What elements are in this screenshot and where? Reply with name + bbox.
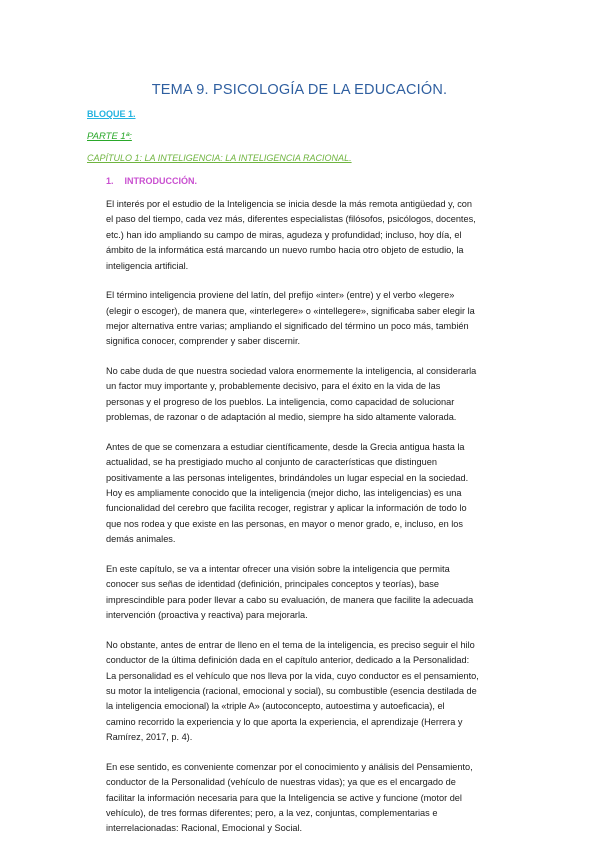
paragraph-line: Ramírez, 2017, p. 4). xyxy=(106,732,193,743)
paragraph-line: que nos rodea y que existe en las personas, en mayor o menor grado, e, incluso, en los xyxy=(106,518,463,529)
paragraph-line: conductor de la última definición dada en el capítulo anterior, dedicado a la Personalidad: xyxy=(106,655,470,666)
paragraph-line: demás animales. xyxy=(106,534,176,545)
paragraph-line: funcionalidad del cerebro que facilita recoger, registrar y aplicar la información de todo lo xyxy=(106,503,467,514)
paragraph-line: camino recorrido la experiencia y lo que aporta la experiencia, el aprendizaje (Herrera y xyxy=(106,716,463,727)
paragraph xyxy=(106,364,492,426)
paragraph xyxy=(106,288,492,350)
paragraph-line: Antes de que se comenzara a estudiar científicamente, desde la Grecia antigua hasta la xyxy=(106,441,465,452)
paragraph-line: facilitar la información necesaria para que la Inteligencia se active y funcione (motor del xyxy=(106,792,462,803)
paragraph-line: En ese sentido, es conveniente comenzar por el conocimiento y análisis del Pensamiento, xyxy=(106,761,473,772)
paragraph xyxy=(106,562,492,624)
paragraph xyxy=(106,760,492,837)
paragraph-line: La personalidad es el vehículo que nos lleva por la vida, cuyo conductor es el pensamiento, xyxy=(106,670,479,681)
paragraph-line: etc.) han ido ampliando su campo de miras, agudeza y profundidad; incluso, hoy día, el xyxy=(106,229,462,240)
page-title: TEMA 9. PSICOLOGÍA DE LA EDUCACIÓN. xyxy=(151,82,448,98)
paragraph-line: su motor la inteligencia (racional, emocional y social), su combustible (esencia destilada de xyxy=(106,685,477,696)
paragraph-line: mejor alternativa entre varias; ampliando el significado del término un poco más, también xyxy=(106,321,469,332)
paragraph-line: interrelacionadas: Racional, Emocional y Social. xyxy=(106,823,303,834)
paragraph-line: inteligencia artificial. xyxy=(106,260,189,271)
bloque-heading: BLOQUE 1. xyxy=(87,109,136,119)
paragraph-line: problemas, de razonar o de adaptación al medio, siempre ha sido altamente valorada. xyxy=(106,412,457,423)
paragraph-line: En este capítulo, se va a intentar ofrecer una visión sobre la inteligencia que permita xyxy=(106,563,450,574)
paragraph-line: imprescindible para poder llevar a cabo su evaluación, de manera que facilite la adecuada xyxy=(106,594,474,605)
section-title: INTRODUCCIÓN. xyxy=(124,176,198,186)
paragraph-line: El interés por el estudio de la Inteligencia se inicia desde la más remota antigüedad y, con xyxy=(106,199,473,209)
paragraph xyxy=(106,197,492,274)
paragraph-line: El término inteligencia proviene del latín, del prefijo «inter» (entre) y el verbo «legere» xyxy=(106,290,455,301)
paragraph xyxy=(106,638,492,746)
paragraph-line: Hoy es ampliamente conocido que la inteligencia (mejor dicho, las inteligencias) es una xyxy=(106,488,462,499)
paragraph-line: intervención (proactiva y reactiva) para mejorarla. xyxy=(106,610,308,621)
paragraph-line: conductor de la Personalidad (vehículo de nuestras vidas); ya que es el encargado de xyxy=(106,777,456,788)
paragraph-line: (elegir o escoger), de manera que, «interlegere» o «intellegere», significaba saber elegir la xyxy=(106,305,475,316)
section-number: 1. xyxy=(106,176,114,186)
paragraph-line: vehículo), de tres formas diferentes; pero, a la vez, conjuntas, complementarias e xyxy=(106,807,438,818)
paragraph-line: ámbito de la informática está marcando un nuevo rumbo hacia otro objeto de estudio, la xyxy=(106,245,464,256)
body-text xyxy=(106,197,492,851)
parte-heading: PARTE 1ª: xyxy=(87,131,132,142)
paragraph-line: No cabe duda de que nuestra sociedad valora enormemente la inteligencia, al considerarla xyxy=(106,366,477,377)
paragraph-line: significa conocer, comprender y saber discernir. xyxy=(106,336,301,347)
paragraph-line: No obstante, antes de entrar de lleno en el tema de la inteligencia, es preciso seguir el hilo xyxy=(106,639,475,650)
paragraph-line: un factor muy importante y, probablemente decisivo, para el éxito en la vida de las xyxy=(106,381,441,392)
chapter-heading: CAPÍTULO 1: LA INTELIGENCIA: LA INTELIGENCIA RACIONAL. xyxy=(87,153,352,163)
paragraph xyxy=(106,440,492,548)
paragraph-line: el paso del tiempo, cada vez más, diferentes especialistas (filósofos, psicólogos, docentes, xyxy=(106,214,476,225)
paragraph-line: la inteligencia emocional) la «triple A» (autoconcepto, autoestima y autoeficacia), el xyxy=(106,701,445,712)
paragraph-line: actualidad, se ha prestigiado mucho al conjunto de características que distinguen xyxy=(106,457,437,468)
paragraph-line: personas y el progreso de los pueblos. La inteligencia, como capacidad de solucionar xyxy=(106,396,455,407)
section-heading xyxy=(106,176,197,186)
paragraph-line: conocer sus señas de identidad (definición, principales conceptos y teorías), base xyxy=(106,579,439,590)
paragraph-line: positivamente a las personas inteligentes, brindándoles un lugar especial en la sociedad. xyxy=(106,472,469,483)
